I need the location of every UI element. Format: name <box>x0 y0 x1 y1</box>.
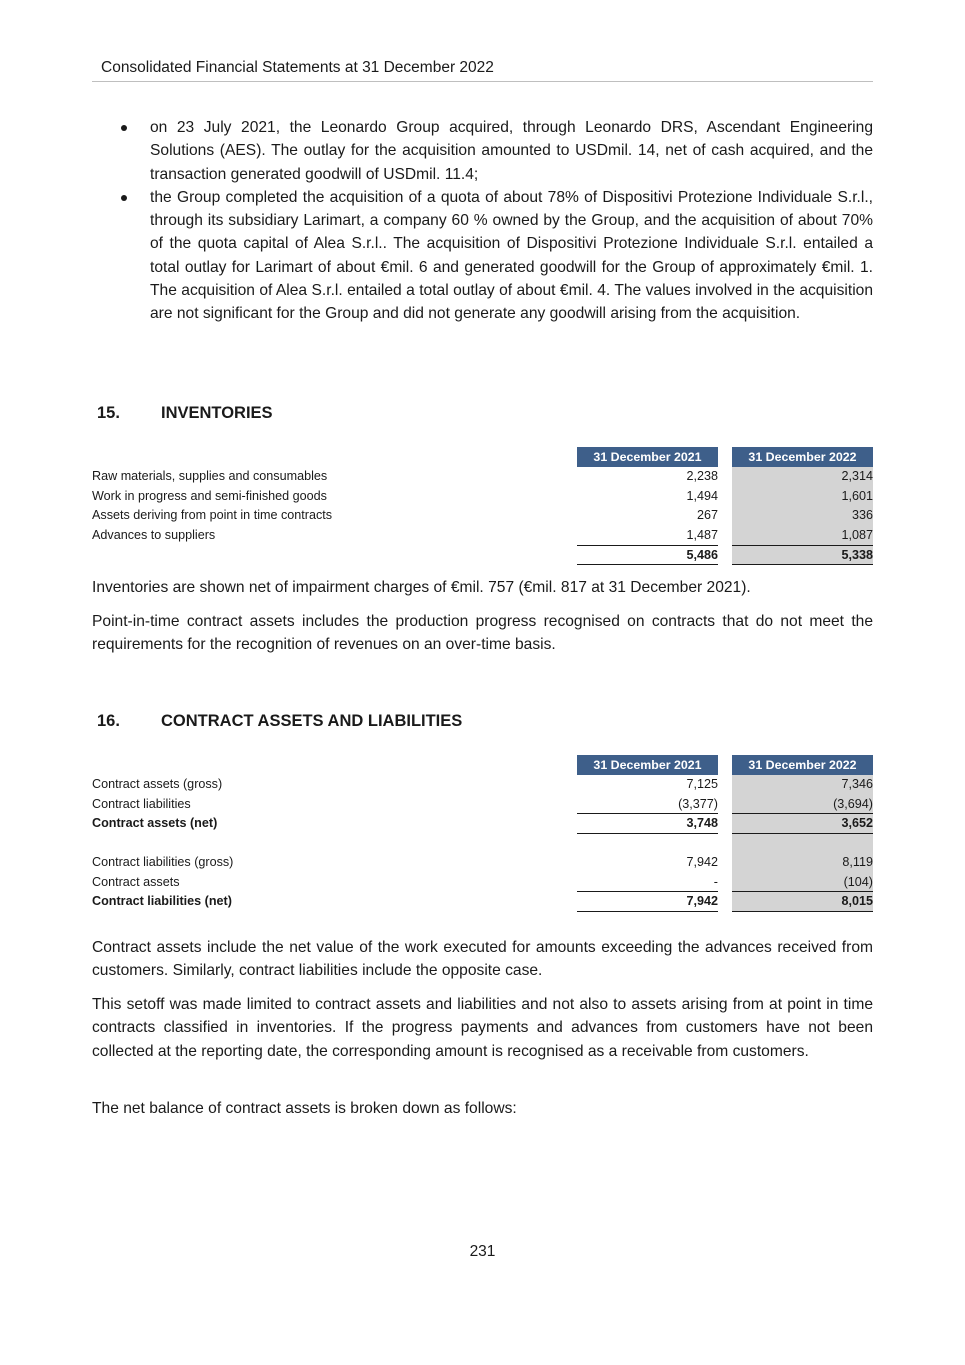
column-header-2021: 31 December 2021 <box>577 755 718 775</box>
row-label: Contract liabilities <box>92 796 191 811</box>
row-label: Raw materials, supplies and consumables <box>92 469 328 483</box>
table-subtotal-row <box>92 892 873 912</box>
table-row <box>92 526 873 546</box>
row-label: Contract assets <box>92 874 180 889</box>
value-2021: 267 <box>696 508 718 522</box>
value-2022: (3,694) <box>732 795 873 815</box>
contract-assets-table <box>92 755 873 912</box>
bullet-text: on 23 July 2021, the Leonardo Group acquired, through Leonardo DRS, Ascendant Engineering Solutions (AES). The outlay for the acquisition amounted to USDmil. 14, net of cash acquired, and the transaction generated goodwill of USDmil. 11.4; <box>150 119 873 183</box>
column-header-2021: 31 December 2021 <box>577 447 718 467</box>
section-title: INVENTORIES <box>161 404 273 422</box>
column-header-2022: 31 December 2022 <box>732 447 873 467</box>
table-row <box>92 467 873 487</box>
value-2022: 8,015 <box>732 892 873 912</box>
table-total-row <box>92 545 873 565</box>
page-number: 231 <box>469 1243 496 1260</box>
contract-assets-note-3: The net balance of contract assets is broken down as follows: <box>92 1100 517 1117</box>
value-2022: 1,601 <box>732 487 873 507</box>
row-label: Assets deriving from point in time contracts <box>92 508 333 522</box>
table-row <box>92 795 873 815</box>
spacer-cell <box>732 834 873 854</box>
inventories-note-impairment: Inventories are shown net of impairment charges of €mil. 757 (€mil. 817 at 31 December 2021). <box>92 579 751 596</box>
column-header-2022: 31 December 2022 <box>732 755 873 775</box>
value-2021: 7,125 <box>686 777 718 791</box>
section-number: 16. <box>97 712 120 730</box>
bullet-icon <box>121 195 127 201</box>
row-label: Contract liabilities (gross) <box>92 855 234 869</box>
value-2021: 1,494 <box>686 488 718 503</box>
table-spacer-row <box>92 834 873 854</box>
bullet-text: the Group completed the acquisition of a quota of about 78% of Dispositivi Protezione Individuale S.r.l., through its subsidiary Larimart, a company 60 % owned by the Group, and the acquisition of about 70% of the quota capital of Alea S.r.l.. The acquisition of Dispositivi Protezione Individuale S.r.l. entailed a total outlay for Larimart of about €mil. 6 and generated goodwill for the Group of approximately €mil. 1. The acquisition of Alea S.r.l. entailed a total outlay of about €mil. 4. The values involved in the acquisition are not significant for the Group and did not generate any goodwill arising from the acquisition. <box>150 188 873 323</box>
section-title: CONTRACT ASSETS AND LIABILITIES <box>161 712 463 730</box>
value-2022: 2,314 <box>732 467 873 487</box>
page-header-title: Consolidated Financial Statements at 31 December 2022 <box>101 59 494 76</box>
value-2021: 1,487 <box>686 527 718 542</box>
table-row <box>92 487 873 507</box>
table-row <box>92 873 873 893</box>
inventories-note-contract-assets: Point-in-time contract assets includes the production progress recognised on contracts that do not meet the requirements for the recognition of revenues on an over-time basis. <box>92 613 873 654</box>
value-2022: 7,346 <box>732 775 873 795</box>
section-heading-inventories <box>97 404 273 423</box>
value-2021: (3,377) <box>577 795 718 815</box>
bullet-list <box>92 116 873 326</box>
value-2022: 8,119 <box>732 853 873 873</box>
table-row <box>92 775 873 795</box>
list-item <box>92 186 873 326</box>
total-2021: 5,486 <box>577 545 718 565</box>
table-subtotal-row <box>92 814 873 834</box>
row-label: Contract assets (gross) <box>92 777 223 791</box>
value-2021: 3,748 <box>577 814 718 834</box>
table-header <box>92 447 873 467</box>
value-2021: 7,942 <box>686 855 718 869</box>
value-2022: 1,087 <box>732 526 873 546</box>
inventories-table <box>92 447 873 565</box>
value-2021: 2,238 <box>686 469 718 483</box>
contract-assets-note-2: This setoff was made limited to contract assets and liabilities and not also to assets arising from at point in time contracts classified in inventories. If the progress payments and advances from customers have not been collected at the reporting date, the corresponding amount is recognised as a receivable from customers. <box>92 996 873 1060</box>
page-header <box>92 58 873 82</box>
row-label: Contract assets (net) <box>92 816 218 830</box>
value-2022: 3,652 <box>732 814 873 834</box>
list-item <box>92 116 873 186</box>
value-2022: (104) <box>732 873 873 893</box>
bullet-icon <box>121 125 127 131</box>
section-number: 15. <box>97 404 120 422</box>
section-heading-contract-assets <box>97 712 462 731</box>
row-label: Advances to suppliers <box>92 527 216 542</box>
value-2021: - <box>577 873 718 893</box>
table-row <box>92 853 873 873</box>
table-header <box>92 755 873 775</box>
total-2022: 5,338 <box>732 545 873 565</box>
value-2021: 7,942 <box>577 892 718 912</box>
row-label: Contract liabilities (net) <box>92 894 232 908</box>
value-2022: 336 <box>732 506 873 526</box>
contract-assets-note-1: Contract assets include the net value of the work executed for amounts exceeding the advances received from customers. Similarly, contract liabilities include the opposite case. <box>92 939 873 980</box>
table-row <box>92 506 873 526</box>
row-label: Work in progress and semi-finished goods <box>92 488 327 503</box>
